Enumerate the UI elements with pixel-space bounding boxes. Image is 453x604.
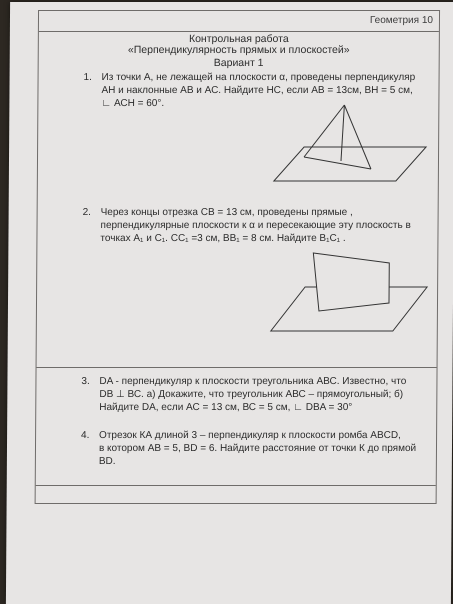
- variant-label: Вариант 1: [213, 57, 264, 69]
- test-title: Контрольная работа: [188, 33, 289, 45]
- header-divider: [39, 31, 439, 32]
- test-topic: «Перпендикулярность прямых и плоскостей»: [127, 44, 350, 56]
- figure-segment-over-plane: [265, 247, 436, 339]
- subject-label: Геометрия 10: [369, 15, 434, 26]
- worksheet-frame: [35, 10, 440, 504]
- problem-line: Найдите DA, если АС = 13 см, ВС = 5 см, ∟ DBA = 30°: [99, 402, 353, 413]
- problem-line: BD.: [98, 456, 116, 467]
- figure-pyramid-on-plane: [266, 99, 432, 189]
- problem-text: [99, 429, 416, 468]
- problem-number: 4.: [81, 430, 90, 441]
- problem-text: [99, 375, 406, 414]
- problem-4: [81, 429, 436, 479]
- problem-line: ∟ АСН = 60°.: [101, 98, 165, 109]
- problem-line: DA - перпендикуляр к плоскости треугольника АВС. Известно, что: [99, 376, 407, 387]
- problem-line: Через концы отрезка СВ = 13 см, проведены прямые ,: [100, 207, 353, 218]
- footer-divider: [36, 485, 436, 486]
- section-divider: [37, 367, 437, 368]
- problem-number: 1.: [83, 72, 92, 83]
- problem-line: точках А₁ и С₁. СС₁ =3 см, ВВ₁ = 8 см. Найдите В₁С₁ .: [100, 233, 346, 244]
- problem-line: DB ⊥ ВС. а) Докажите, что треугольник АВС – прямоугольный; б): [99, 389, 404, 400]
- problem-3: [81, 375, 436, 425]
- problem-number: 3.: [81, 376, 90, 387]
- problem-line: Из точки А, не лежащей на плоскости α, проведены перпендикуляр: [101, 72, 416, 83]
- problem-number: 2.: [82, 207, 92, 218]
- problem-line: перпендикулярные плоскости к α и пересекающие эту плоскость в: [100, 220, 411, 231]
- problem-line: в котором АВ = 5, BD = 6. Найдите расстояние от точки К до прямой: [98, 443, 417, 454]
- worksheet-page: [6, 2, 453, 604]
- problem-line: Отрезок КА длиной 3 – перпендикуляр к плоскости ромба ABCD,: [99, 430, 401, 441]
- problem-line: АН и наклонные АВ и АС. Найдите НС, если АВ = 13см, ВН = 5 см,: [101, 85, 413, 96]
- problem-text: [100, 206, 411, 245]
